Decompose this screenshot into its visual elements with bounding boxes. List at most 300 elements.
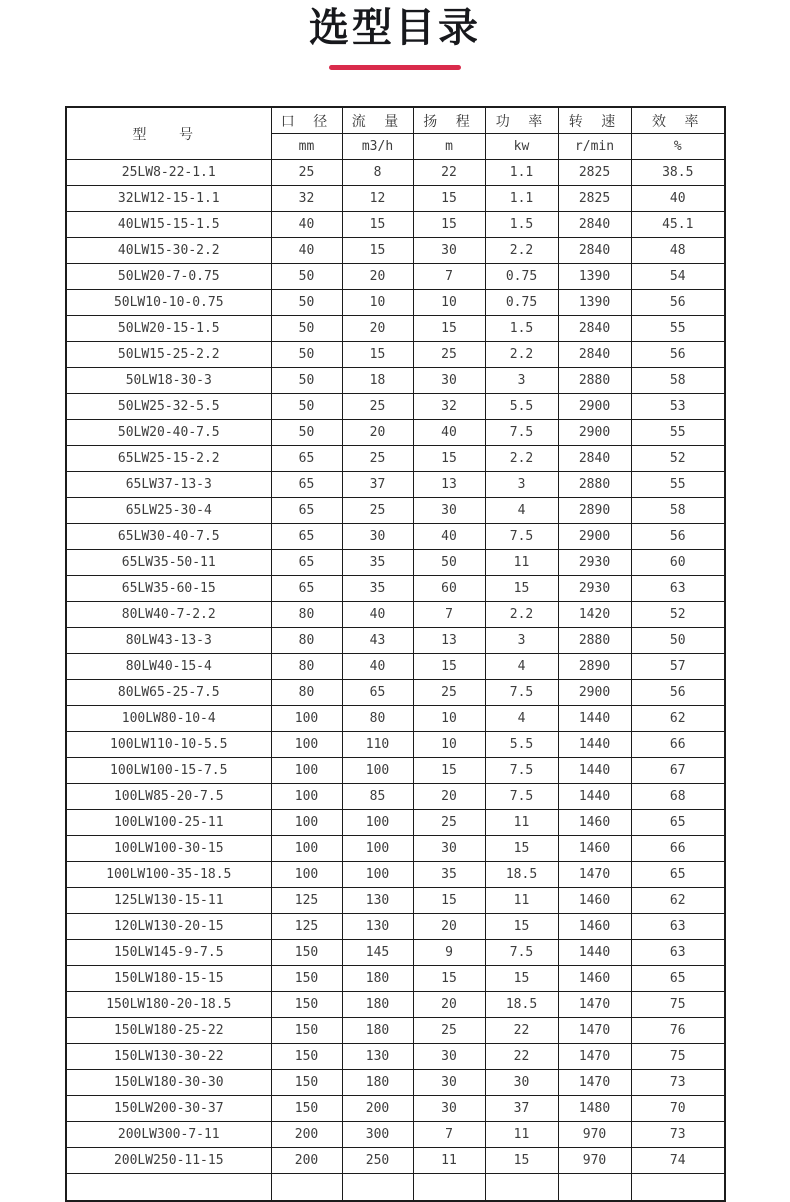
value-cell: 100 [271, 706, 342, 732]
value-cell: 5.5 [485, 394, 558, 420]
value-cell: 1390 [558, 290, 631, 316]
value-cell: 30 [413, 368, 485, 394]
value-cell: 50 [271, 420, 342, 446]
empty-cell [631, 1174, 725, 1202]
value-cell: 200 [271, 1148, 342, 1174]
value-cell: 58 [631, 498, 725, 524]
value-cell: 63 [631, 940, 725, 966]
value-cell: 2.2 [485, 238, 558, 264]
value-cell: 65 [271, 446, 342, 472]
value-cell: 1440 [558, 758, 631, 784]
value-cell: 150 [271, 992, 342, 1018]
value-cell: 15 [485, 914, 558, 940]
table-row [66, 498, 725, 524]
model-cell: 150LW145-9-7.5 [66, 940, 271, 966]
model-cell: 65LW25-30-4 [66, 498, 271, 524]
table-row [66, 706, 725, 732]
value-cell: 74 [631, 1148, 725, 1174]
value-cell: 100 [271, 784, 342, 810]
value-cell: 50 [271, 342, 342, 368]
table-row [66, 602, 725, 628]
value-cell: 1.5 [485, 212, 558, 238]
value-cell: 100 [271, 810, 342, 836]
value-cell: 2890 [558, 654, 631, 680]
value-cell: 1420 [558, 602, 631, 628]
value-cell: 9 [413, 940, 485, 966]
value-cell: 100 [271, 862, 342, 888]
value-cell: 3 [485, 472, 558, 498]
value-cell: 25 [413, 342, 485, 368]
value-cell: 63 [631, 914, 725, 940]
table-row [66, 446, 725, 472]
table-row [66, 1044, 725, 1070]
model-cell: 40LW15-15-1.5 [66, 212, 271, 238]
value-cell: 2900 [558, 680, 631, 706]
value-cell: 65 [631, 966, 725, 992]
value-cell: 1460 [558, 914, 631, 940]
value-cell: 55 [631, 472, 725, 498]
value-cell: 76 [631, 1018, 725, 1044]
value-cell: 40 [271, 212, 342, 238]
value-cell: 150 [271, 1018, 342, 1044]
value-cell: 20 [413, 784, 485, 810]
value-cell: 25 [413, 810, 485, 836]
value-cell: 40 [413, 524, 485, 550]
value-cell: 4 [485, 654, 558, 680]
table-row [66, 1148, 725, 1174]
value-cell: 15 [413, 654, 485, 680]
value-cell: 50 [271, 264, 342, 290]
table-row [66, 160, 725, 186]
value-cell: 35 [342, 550, 413, 576]
col-header-power: 功 率 [485, 107, 558, 134]
model-cell: 50LW20-7-0.75 [66, 264, 271, 290]
model-cell: 50LW18-30-3 [66, 368, 271, 394]
value-cell: 7.5 [485, 420, 558, 446]
table-row [66, 524, 725, 550]
table-row [66, 1122, 725, 1148]
value-cell: 15 [342, 238, 413, 264]
value-cell: 67 [631, 758, 725, 784]
value-cell: 2900 [558, 394, 631, 420]
value-cell: 0.75 [485, 290, 558, 316]
model-cell: 100LW100-30-15 [66, 836, 271, 862]
model-cell: 65LW30-40-7.5 [66, 524, 271, 550]
value-cell: 100 [271, 732, 342, 758]
value-cell: 2840 [558, 316, 631, 342]
clipped-row-stub [66, 1174, 725, 1202]
table-row [66, 576, 725, 602]
model-cell: 150LW180-25-22 [66, 1018, 271, 1044]
table-row [66, 264, 725, 290]
value-cell: 13 [413, 472, 485, 498]
value-cell: 1440 [558, 784, 631, 810]
model-cell: 150LW180-15-15 [66, 966, 271, 992]
value-cell: 7.5 [485, 680, 558, 706]
value-cell: 10 [342, 290, 413, 316]
value-cell: 62 [631, 706, 725, 732]
value-cell: 100 [271, 836, 342, 862]
value-cell: 85 [342, 784, 413, 810]
value-cell: 15 [413, 966, 485, 992]
value-cell: 2840 [558, 238, 631, 264]
value-cell: 125 [271, 888, 342, 914]
table-row [66, 654, 725, 680]
value-cell: 2825 [558, 160, 631, 186]
value-cell: 20 [413, 914, 485, 940]
value-cell: 110 [342, 732, 413, 758]
value-cell: 66 [631, 732, 725, 758]
value-cell: 8 [342, 160, 413, 186]
value-cell: 250 [342, 1148, 413, 1174]
model-cell: 150LW180-20-18.5 [66, 992, 271, 1018]
value-cell: 145 [342, 940, 413, 966]
model-cell: 50LW20-40-7.5 [66, 420, 271, 446]
value-cell: 1470 [558, 1070, 631, 1096]
value-cell: 50 [413, 550, 485, 576]
value-cell: 60 [413, 576, 485, 602]
model-cell: 65LW25-15-2.2 [66, 446, 271, 472]
value-cell: 1480 [558, 1096, 631, 1122]
value-cell: 70 [631, 1096, 725, 1122]
table-row [66, 342, 725, 368]
value-cell: 18.5 [485, 862, 558, 888]
value-cell: 1460 [558, 888, 631, 914]
table-row [66, 186, 725, 212]
value-cell: 35 [413, 862, 485, 888]
value-cell: 58 [631, 368, 725, 394]
value-cell: 65 [631, 810, 725, 836]
table-row [66, 290, 725, 316]
value-cell: 2890 [558, 498, 631, 524]
value-cell: 40 [413, 420, 485, 446]
value-cell: 38.5 [631, 160, 725, 186]
value-cell: 150 [271, 1096, 342, 1122]
col-unit-diameter: mm [271, 134, 342, 160]
value-cell: 15 [485, 576, 558, 602]
table-row [66, 914, 725, 940]
table-row [66, 966, 725, 992]
table-row [66, 836, 725, 862]
value-cell: 1470 [558, 862, 631, 888]
value-cell: 30 [485, 1070, 558, 1096]
table-row [66, 784, 725, 810]
value-cell: 11 [485, 1122, 558, 1148]
model-cell: 50LW25-32-5.5 [66, 394, 271, 420]
value-cell: 35 [342, 576, 413, 602]
empty-cell [413, 1174, 485, 1202]
value-cell: 0.75 [485, 264, 558, 290]
value-cell: 15 [413, 446, 485, 472]
value-cell: 11 [485, 550, 558, 576]
value-cell: 75 [631, 992, 725, 1018]
value-cell: 25 [342, 394, 413, 420]
value-cell: 30 [342, 524, 413, 550]
value-cell: 12 [342, 186, 413, 212]
value-cell: 7.5 [485, 940, 558, 966]
table-row [66, 888, 725, 914]
value-cell: 22 [485, 1044, 558, 1070]
value-cell: 11 [485, 810, 558, 836]
model-cell: 100LW110-10-5.5 [66, 732, 271, 758]
value-cell: 7.5 [485, 524, 558, 550]
value-cell: 65 [271, 472, 342, 498]
value-cell: 50 [271, 368, 342, 394]
value-cell: 1460 [558, 810, 631, 836]
table-row [66, 628, 725, 654]
value-cell: 15 [413, 888, 485, 914]
value-cell: 15 [342, 342, 413, 368]
value-cell: 10 [413, 290, 485, 316]
page-title: 选型目录 [309, 5, 481, 51]
value-cell: 80 [271, 628, 342, 654]
value-cell: 65 [342, 680, 413, 706]
value-cell: 2880 [558, 472, 631, 498]
model-cell: 40LW15-30-2.2 [66, 238, 271, 264]
value-cell: 100 [342, 758, 413, 784]
value-cell: 7.5 [485, 784, 558, 810]
value-cell: 40 [271, 238, 342, 264]
value-cell: 150 [271, 966, 342, 992]
value-cell: 1470 [558, 1044, 631, 1070]
model-cell: 80LW40-7-2.2 [66, 602, 271, 628]
table-row [66, 316, 725, 342]
value-cell: 53 [631, 394, 725, 420]
value-cell: 130 [342, 888, 413, 914]
model-cell: 50LW20-15-1.5 [66, 316, 271, 342]
value-cell: 2840 [558, 212, 631, 238]
value-cell: 52 [631, 602, 725, 628]
value-cell: 125 [271, 914, 342, 940]
value-cell: 15 [485, 966, 558, 992]
empty-cell [66, 1174, 271, 1202]
value-cell: 7.5 [485, 758, 558, 784]
col-unit-head: m [413, 134, 485, 160]
value-cell: 25 [342, 498, 413, 524]
value-cell: 60 [631, 550, 725, 576]
value-cell: 73 [631, 1070, 725, 1096]
value-cell: 970 [558, 1122, 631, 1148]
value-cell: 1470 [558, 1018, 631, 1044]
table-row [66, 758, 725, 784]
value-cell: 130 [342, 914, 413, 940]
empty-cell [271, 1174, 342, 1202]
value-cell: 25 [413, 680, 485, 706]
value-cell: 55 [631, 420, 725, 446]
table-row [66, 940, 725, 966]
value-cell: 1440 [558, 706, 631, 732]
value-cell: 66 [631, 836, 725, 862]
value-cell: 180 [342, 966, 413, 992]
value-cell: 52 [631, 446, 725, 472]
col-unit-efficiency: % [631, 134, 725, 160]
table-row [66, 550, 725, 576]
value-cell: 10 [413, 732, 485, 758]
table-row [66, 1018, 725, 1044]
value-cell: 10 [413, 706, 485, 732]
table-body [66, 160, 725, 1202]
value-cell: 1390 [558, 264, 631, 290]
value-cell: 65 [631, 862, 725, 888]
value-cell: 57 [631, 654, 725, 680]
value-cell: 2930 [558, 550, 631, 576]
model-cell: 50LW10-10-0.75 [66, 290, 271, 316]
empty-cell [342, 1174, 413, 1202]
value-cell: 2.2 [485, 446, 558, 472]
value-cell: 180 [342, 992, 413, 1018]
model-cell: 65LW37-13-3 [66, 472, 271, 498]
value-cell: 50 [271, 316, 342, 342]
model-cell: 100LW80-10-4 [66, 706, 271, 732]
value-cell: 3 [485, 628, 558, 654]
col-unit-power: kw [485, 134, 558, 160]
value-cell: 150 [271, 1070, 342, 1096]
value-cell: 3 [485, 368, 558, 394]
value-cell: 80 [271, 654, 342, 680]
value-cell: 2900 [558, 524, 631, 550]
value-cell: 30 [413, 1070, 485, 1096]
table-row [66, 810, 725, 836]
model-cell: 25LW8-22-1.1 [66, 160, 271, 186]
value-cell: 15 [413, 316, 485, 342]
table-row [66, 862, 725, 888]
value-cell: 4 [485, 498, 558, 524]
value-cell: 40 [631, 186, 725, 212]
model-cell: 120LW130-20-15 [66, 914, 271, 940]
value-cell: 11 [413, 1148, 485, 1174]
value-cell: 2930 [558, 576, 631, 602]
value-cell: 65 [271, 576, 342, 602]
col-header-speed: 转 速 [558, 107, 631, 134]
value-cell: 25 [342, 446, 413, 472]
value-cell: 180 [342, 1070, 413, 1096]
selection-table [65, 106, 726, 1202]
value-cell: 1440 [558, 940, 631, 966]
value-cell: 18 [342, 368, 413, 394]
value-cell: 56 [631, 680, 725, 706]
catalog-page [0, 4, 790, 1202]
value-cell: 2.2 [485, 602, 558, 628]
table-row [66, 368, 725, 394]
value-cell: 30 [413, 836, 485, 862]
value-cell: 15 [413, 212, 485, 238]
model-cell: 200LW300-7-11 [66, 1122, 271, 1148]
table-row [66, 732, 725, 758]
value-cell: 11 [485, 888, 558, 914]
model-cell: 125LW130-15-11 [66, 888, 271, 914]
value-cell: 5.5 [485, 732, 558, 758]
value-cell: 56 [631, 342, 725, 368]
value-cell: 25 [413, 1018, 485, 1044]
value-cell: 68 [631, 784, 725, 810]
table-row [66, 472, 725, 498]
col-header-diameter: 口 径 [271, 107, 342, 134]
table-row [66, 680, 725, 706]
value-cell: 56 [631, 524, 725, 550]
model-cell: 150LW180-30-30 [66, 1070, 271, 1096]
value-cell: 65 [271, 498, 342, 524]
value-cell: 20 [342, 420, 413, 446]
value-cell: 30 [413, 1096, 485, 1122]
value-cell: 7 [413, 602, 485, 628]
value-cell: 37 [342, 472, 413, 498]
value-cell: 73 [631, 1122, 725, 1148]
value-cell: 2880 [558, 628, 631, 654]
table-row [66, 1070, 725, 1096]
value-cell: 180 [342, 1018, 413, 1044]
value-cell: 7 [413, 264, 485, 290]
value-cell: 50 [271, 394, 342, 420]
model-cell: 100LW85-20-7.5 [66, 784, 271, 810]
value-cell: 7 [413, 1122, 485, 1148]
value-cell: 63 [631, 576, 725, 602]
model-cell: 100LW100-25-11 [66, 810, 271, 836]
value-cell: 30 [413, 498, 485, 524]
table-row [66, 420, 725, 446]
model-cell: 80LW65-25-7.5 [66, 680, 271, 706]
model-cell: 100LW100-35-18.5 [66, 862, 271, 888]
value-cell: 65 [271, 524, 342, 550]
table-row [66, 992, 725, 1018]
value-cell: 15 [413, 758, 485, 784]
model-cell: 80LW40-15-4 [66, 654, 271, 680]
value-cell: 15 [342, 212, 413, 238]
value-cell: 80 [271, 680, 342, 706]
value-cell: 43 [342, 628, 413, 654]
value-cell: 1.1 [485, 186, 558, 212]
model-cell: 32LW12-15-1.1 [66, 186, 271, 212]
value-cell: 4 [485, 706, 558, 732]
value-cell: 100 [342, 810, 413, 836]
value-cell: 40 [342, 602, 413, 628]
table-header [66, 107, 725, 160]
value-cell: 20 [413, 992, 485, 1018]
value-cell: 1470 [558, 992, 631, 1018]
table-row [66, 212, 725, 238]
value-cell: 45.1 [631, 212, 725, 238]
value-cell: 2840 [558, 342, 631, 368]
value-cell: 1460 [558, 836, 631, 862]
value-cell: 56 [631, 290, 725, 316]
value-cell: 200 [342, 1096, 413, 1122]
value-cell: 25 [271, 160, 342, 186]
empty-cell [485, 1174, 558, 1202]
model-cell: 100LW100-15-7.5 [66, 758, 271, 784]
value-cell: 15 [485, 1148, 558, 1174]
table-row [66, 394, 725, 420]
value-cell: 1460 [558, 966, 631, 992]
value-cell: 2880 [558, 368, 631, 394]
value-cell: 20 [342, 316, 413, 342]
value-cell: 48 [631, 238, 725, 264]
empty-cell [558, 1174, 631, 1202]
header-label-row [66, 107, 725, 134]
table-row [66, 1096, 725, 1122]
model-cell: 150LW200-30-37 [66, 1096, 271, 1122]
col-header-efficiency: 效 率 [631, 107, 725, 134]
value-cell: 65 [271, 550, 342, 576]
value-cell: 80 [342, 706, 413, 732]
value-cell: 300 [342, 1122, 413, 1148]
value-cell: 1.5 [485, 316, 558, 342]
model-cell: 50LW15-25-2.2 [66, 342, 271, 368]
value-cell: 22 [413, 160, 485, 186]
value-cell: 2840 [558, 446, 631, 472]
value-cell: 1.1 [485, 160, 558, 186]
value-cell: 30 [413, 238, 485, 264]
value-cell: 2825 [558, 186, 631, 212]
table-row [66, 238, 725, 264]
